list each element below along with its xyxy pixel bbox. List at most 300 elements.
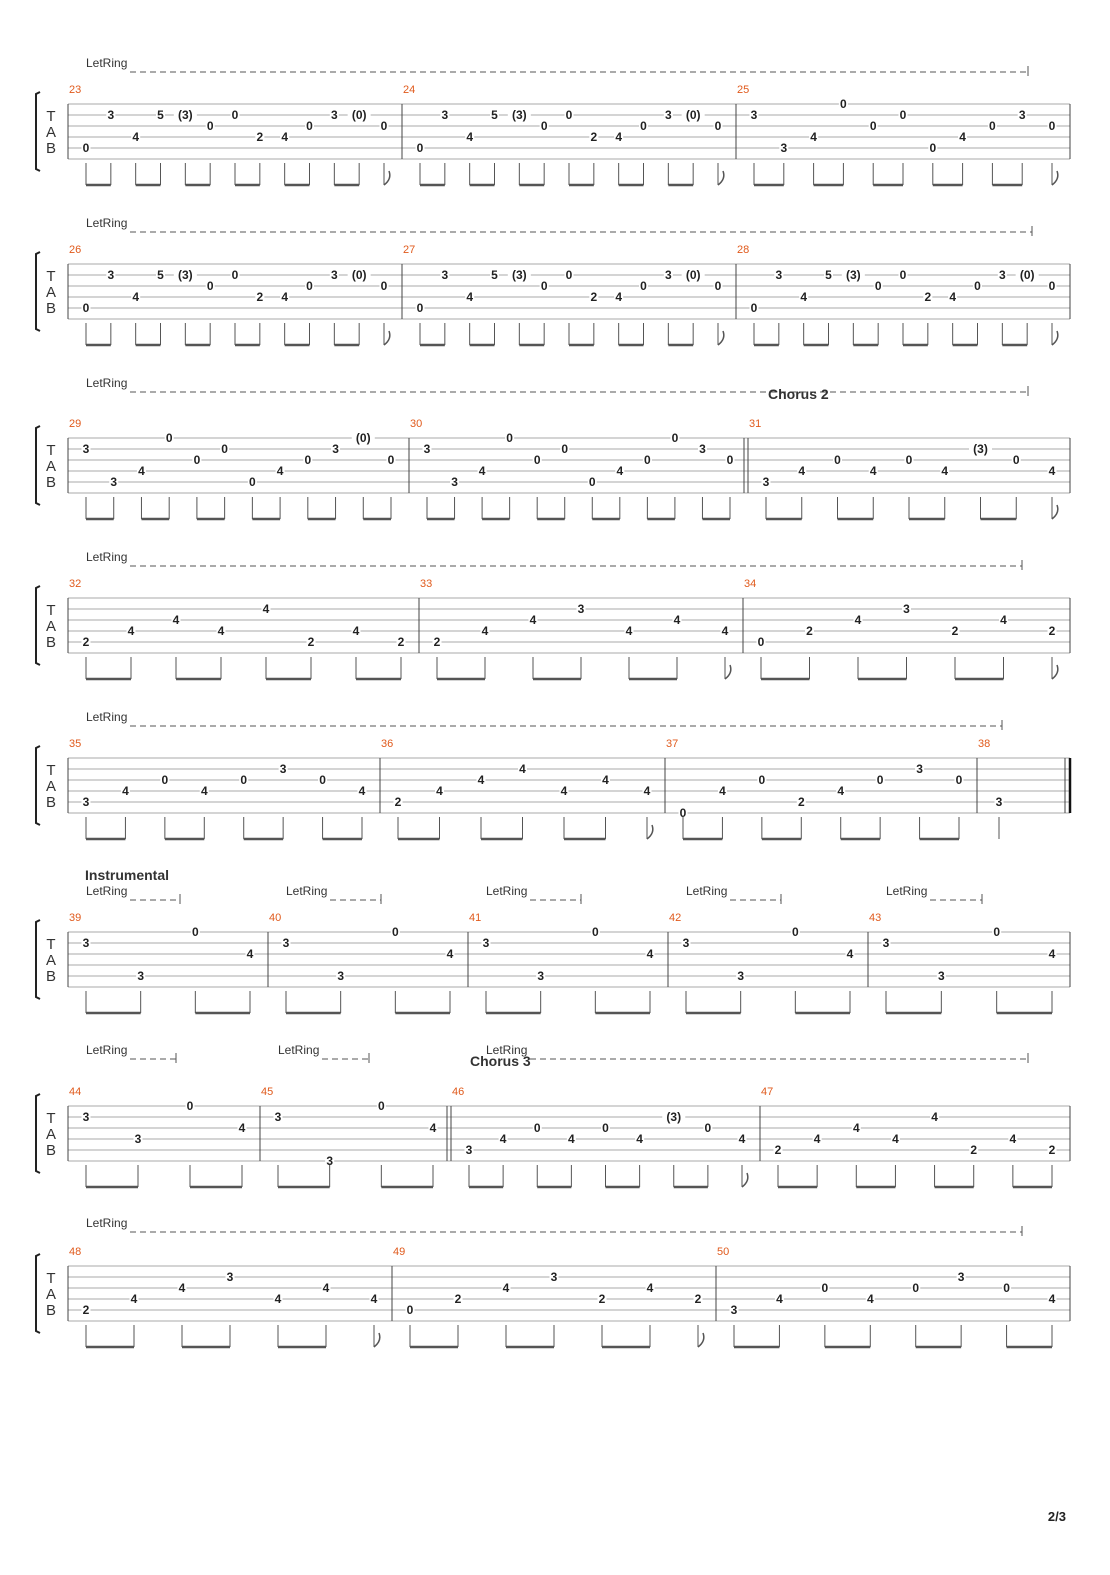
- fret-number: 0: [929, 141, 937, 155]
- fret-number: 3: [330, 268, 338, 282]
- fret-number: 4: [1048, 1292, 1056, 1306]
- fret-number: 0: [565, 268, 573, 282]
- fret-number: 0: [905, 453, 913, 467]
- fret-number: 0: [974, 279, 981, 293]
- note-flag: [718, 331, 724, 345]
- fret-number: 4: [673, 613, 681, 627]
- measure-number: 47: [761, 1086, 774, 1098]
- fret-number: (0): [355, 431, 371, 445]
- fret-number: 4: [616, 464, 624, 478]
- fret-number: 0: [834, 453, 841, 467]
- tab-clef-letter: A: [45, 618, 57, 635]
- let-ring-label: LetRing: [86, 710, 128, 724]
- fret-number: 3: [780, 141, 788, 155]
- note-flag: [698, 1333, 704, 1347]
- fret-number: 0: [757, 635, 765, 649]
- fret-number: 0: [1003, 1281, 1010, 1295]
- fret-number: 0: [679, 806, 687, 820]
- fret-number: 0: [193, 453, 201, 467]
- note-flag: [647, 825, 653, 839]
- fret-number: 4: [200, 784, 208, 798]
- fret-number: 4: [172, 613, 180, 627]
- measure-number: 44: [69, 1086, 82, 1098]
- fret-number: (3): [177, 108, 193, 122]
- measure-number: 26: [69, 244, 82, 256]
- fret-number: (3): [973, 442, 988, 456]
- fret-number: 0: [319, 773, 326, 787]
- staff-system: [36, 1043, 1070, 1187]
- fret-number: (0): [685, 108, 701, 122]
- fret-number: 4: [931, 1110, 938, 1124]
- fret-number: 0: [899, 268, 907, 282]
- tab-clef-letter: T: [46, 108, 56, 125]
- fret-number: 0: [955, 773, 963, 787]
- measure-number: 39: [69, 912, 82, 924]
- fret-number: 0: [387, 453, 395, 467]
- page-number: 2/3: [1047, 1509, 1066, 1524]
- fret-number: 2: [397, 635, 405, 649]
- tab-clef-letter: B: [45, 1142, 57, 1159]
- fret-number: 4: [499, 1132, 507, 1146]
- fret-number: 0: [406, 1303, 414, 1317]
- fret-number: 4: [776, 1292, 783, 1306]
- tab-clef-letter: B: [45, 1302, 57, 1319]
- fret-number: 4: [429, 1121, 437, 1135]
- fret-number: 0: [82, 301, 90, 315]
- fret-number: 0: [1048, 279, 1056, 293]
- measure-number: 38: [978, 738, 991, 750]
- fret-number: 4: [519, 762, 526, 776]
- fret-number: 0: [306, 119, 313, 133]
- fret-number: 4: [846, 947, 854, 961]
- fret-number: 0: [206, 119, 214, 133]
- fret-number: 2: [256, 290, 264, 304]
- fret-number: (3): [666, 1110, 682, 1124]
- fret-number: 3: [274, 1110, 282, 1124]
- fret-number: 0: [1012, 453, 1020, 467]
- fret-number: 4: [646, 1281, 654, 1295]
- fret-number: 4: [941, 464, 949, 478]
- fret-number: 0: [640, 279, 647, 293]
- fret-number: (0): [685, 268, 701, 282]
- fret-number: 4: [478, 464, 486, 478]
- fret-number: 0: [602, 1121, 609, 1135]
- fret-number: 4: [446, 947, 454, 961]
- fret-number: 4: [719, 784, 726, 798]
- fret-number: 4: [852, 1121, 860, 1135]
- fret-number: 3: [332, 442, 339, 456]
- fret-number: 4: [615, 130, 623, 144]
- fret-number: 3: [957, 1270, 965, 1284]
- section-label: Instrumental: [85, 867, 170, 883]
- staff-system: [36, 1216, 1070, 1347]
- note-flag: [1052, 171, 1058, 185]
- tab-clef-letter: T: [46, 442, 56, 459]
- fret-number: (3): [845, 268, 861, 282]
- fret-number: 3: [730, 1303, 738, 1317]
- fret-number: 4: [274, 1292, 282, 1306]
- note-flag: [718, 171, 724, 185]
- staff-system: [36, 884, 1070, 1013]
- measure-number: 37: [666, 738, 679, 750]
- measure-number: 34: [744, 578, 757, 590]
- fret-number: 3: [998, 268, 1006, 282]
- fret-number: (3): [511, 268, 527, 282]
- fret-number: 0: [993, 925, 1001, 939]
- tab-clef-letter: A: [45, 124, 57, 141]
- fret-number: 3: [682, 936, 690, 950]
- fret-number: 3: [279, 762, 287, 776]
- let-ring-label: LetRing: [86, 884, 128, 898]
- staff-system: [36, 550, 1070, 679]
- fret-number: 3: [537, 969, 545, 983]
- fret-number: 0: [186, 1099, 194, 1113]
- fret-number: 4: [502, 1281, 510, 1295]
- fret-number: (0): [1019, 268, 1035, 282]
- fret-number: 3: [337, 969, 345, 983]
- staff-system: [36, 216, 1070, 345]
- fret-number: 4: [800, 290, 808, 304]
- fret-number: 4: [529, 613, 537, 627]
- note-flag: [384, 171, 390, 185]
- fret-number: 4: [810, 130, 817, 144]
- note-flag: [1052, 505, 1058, 519]
- measure-number: 48: [69, 1246, 82, 1258]
- fret-number: 4: [1048, 464, 1056, 478]
- fret-number: 4: [949, 290, 957, 304]
- note-flag: [374, 1333, 380, 1347]
- fret-number: 3: [82, 442, 90, 456]
- fret-number: 0: [726, 453, 734, 467]
- fret-number: 0: [588, 475, 596, 489]
- fret-number: 3: [82, 936, 90, 950]
- fret-number: 3: [441, 268, 449, 282]
- fret-number: 0: [231, 108, 239, 122]
- fret-number: 0: [165, 431, 173, 445]
- fret-number: 0: [704, 1121, 712, 1135]
- tab-clef-letter: A: [45, 284, 57, 301]
- fret-number: (3): [511, 108, 527, 122]
- fret-number: 0: [714, 119, 722, 133]
- tab-clef-letter: B: [45, 634, 57, 651]
- fret-number: 3: [750, 108, 758, 122]
- fret-number: 0: [540, 279, 548, 293]
- fret-number: 2: [806, 624, 813, 638]
- fret-number: 4: [276, 464, 284, 478]
- fret-number: 0: [380, 279, 388, 293]
- fret-number: 0: [565, 108, 573, 122]
- fret-number: 0: [989, 119, 996, 133]
- fret-number: 0: [869, 119, 877, 133]
- section-label: Chorus 2: [768, 386, 829, 402]
- note-flag: [1052, 665, 1058, 679]
- fret-number: 0: [416, 301, 424, 315]
- fret-number: 0: [206, 279, 214, 293]
- fret-number: 0: [533, 1121, 541, 1135]
- fret-number: 4: [246, 947, 254, 961]
- fret-number: 0: [240, 773, 248, 787]
- fret-number: 4: [138, 464, 145, 478]
- fret-number: 4: [738, 1132, 746, 1146]
- fret-number: 2: [394, 795, 402, 809]
- fret-number: 3: [282, 936, 290, 950]
- fret-number: 0: [540, 119, 548, 133]
- fret-number: 2: [694, 1292, 702, 1306]
- fret-number: 4: [866, 1292, 874, 1306]
- fret-number: 0: [791, 925, 799, 939]
- fret-number: 3: [903, 602, 910, 616]
- measure-number: 46: [452, 1086, 465, 1098]
- fret-number: 0: [377, 1099, 385, 1113]
- measure-number: 28: [737, 244, 750, 256]
- system-bracket: [36, 746, 40, 825]
- measure-number: 30: [410, 418, 423, 430]
- fret-number: 3: [441, 108, 449, 122]
- fret-number: 0: [874, 279, 882, 293]
- fret-number: 3: [664, 268, 672, 282]
- fret-number: 0: [249, 475, 256, 489]
- fret-number: 4: [721, 624, 729, 638]
- system-bracket: [36, 252, 40, 331]
- fret-number: 4: [322, 1281, 330, 1295]
- fret-number: 3: [330, 108, 338, 122]
- let-ring-label: LetRing: [86, 376, 128, 390]
- measure-number: 36: [381, 738, 394, 750]
- fret-number: 5: [157, 108, 164, 122]
- note-flag: [1052, 331, 1058, 345]
- system-bracket: [36, 1094, 40, 1173]
- fret-number: 2: [951, 624, 959, 638]
- measure-number: 50: [717, 1246, 730, 1258]
- let-ring-label: LetRing: [486, 1043, 528, 1057]
- fret-number: 4: [636, 1132, 643, 1146]
- fret-number: 4: [477, 773, 485, 787]
- fret-number: 3: [664, 108, 672, 122]
- fret-number: 0: [221, 442, 228, 456]
- fret-number: 3: [82, 795, 90, 809]
- measure-number: 49: [393, 1246, 406, 1258]
- let-ring-label: LetRing: [278, 1043, 320, 1057]
- fret-number: 4: [1009, 1132, 1017, 1146]
- fret-number: 0: [533, 453, 541, 467]
- fret-number: 2: [433, 635, 441, 649]
- measure-number: 31: [749, 418, 762, 430]
- fret-number: 0: [416, 141, 424, 155]
- fret-number: 3: [107, 108, 115, 122]
- fret-number: 3: [995, 795, 1003, 809]
- fret-number: 3: [451, 475, 458, 489]
- fret-number: 3: [550, 1270, 558, 1284]
- fret-number: 4: [122, 784, 129, 798]
- fret-number: 4: [352, 624, 360, 638]
- measure-number: 43: [869, 912, 882, 924]
- fret-number: 4: [798, 464, 806, 478]
- fret-number: 4: [370, 1292, 378, 1306]
- fret-number: 0: [899, 108, 907, 122]
- let-ring-label: LetRing: [86, 1216, 128, 1230]
- let-ring-label: LetRing: [686, 884, 728, 898]
- measure-number: 45: [261, 1086, 274, 1098]
- fret-number: 2: [598, 1292, 606, 1306]
- tab-clef-letter: A: [45, 1126, 57, 1143]
- measure-number: 25: [737, 84, 750, 96]
- fret-number: 0: [191, 925, 199, 939]
- fret-number: 4: [481, 624, 489, 638]
- fret-number: (3): [177, 268, 193, 282]
- measure-number: 23: [69, 84, 82, 96]
- fret-number: 0: [306, 279, 313, 293]
- fret-number: 2: [924, 290, 932, 304]
- let-ring-label: LetRing: [86, 56, 128, 70]
- fret-number: 3: [577, 602, 585, 616]
- fret-number: 0: [840, 97, 847, 111]
- fret-number: 4: [217, 624, 225, 638]
- fret-number: 0: [640, 119, 647, 133]
- measure-number: 33: [420, 578, 433, 590]
- fret-number: 0: [876, 773, 884, 787]
- fret-number: 3: [762, 475, 770, 489]
- staff-system: [36, 56, 1070, 185]
- tab-clef-letter: T: [46, 762, 56, 779]
- fret-number: 4: [646, 947, 654, 961]
- tab-clef-letter: B: [45, 300, 57, 317]
- fret-number: 0: [1048, 119, 1056, 133]
- fret-number: 4: [132, 130, 140, 144]
- tab-clef-letter: A: [45, 952, 57, 969]
- fret-number: 0: [506, 431, 513, 445]
- fret-number: 5: [825, 268, 832, 282]
- fret-number: 3: [134, 1132, 142, 1146]
- fret-number: 3: [137, 969, 145, 983]
- fret-number: 4: [602, 773, 609, 787]
- fret-number: 2: [1048, 1143, 1056, 1157]
- note-flag: [742, 1173, 748, 1187]
- fret-number: 4: [560, 784, 568, 798]
- tab-clef-letter: B: [45, 474, 57, 491]
- fret-number: 2: [82, 1303, 90, 1317]
- fret-number: 4: [466, 130, 474, 144]
- fret-number: 4: [281, 130, 289, 144]
- tab-clef-letter: T: [46, 268, 56, 285]
- let-ring-label: LetRing: [86, 1043, 128, 1057]
- fret-number: 0: [391, 925, 399, 939]
- system-bracket: [36, 920, 40, 999]
- fret-number: 4: [178, 1281, 186, 1295]
- fret-number: 2: [774, 1143, 782, 1157]
- fret-number: 4: [358, 784, 366, 798]
- fret-number: 0: [912, 1281, 920, 1295]
- fret-number: 0: [671, 431, 679, 445]
- fret-number: 5: [491, 108, 498, 122]
- system-bracket: [36, 426, 40, 505]
- fret-number: (0): [351, 108, 367, 122]
- fret-number: 4: [854, 613, 862, 627]
- measure-number: 27: [403, 244, 416, 256]
- fret-number: 3: [326, 1154, 334, 1168]
- fret-number: 2: [590, 290, 598, 304]
- fret-number: 4: [959, 130, 966, 144]
- fret-number: 2: [307, 635, 315, 649]
- fret-number: 3: [82, 1110, 90, 1124]
- fret-number: 0: [161, 773, 169, 787]
- fret-number: 2: [970, 1143, 978, 1157]
- fret-number: 3: [226, 1270, 234, 1284]
- fret-number: 0: [231, 268, 239, 282]
- let-ring-label: LetRing: [86, 550, 128, 564]
- measure-number: 32: [69, 578, 82, 590]
- fret-number: 4: [466, 290, 474, 304]
- fret-number: 0: [561, 442, 569, 456]
- tab-clef-letter: T: [46, 936, 56, 953]
- fret-number: 4: [643, 784, 651, 798]
- tab-clef-letter: B: [45, 968, 57, 985]
- fret-number: 0: [758, 773, 766, 787]
- tab-clef-letter: T: [46, 1110, 56, 1127]
- system-bracket: [36, 586, 40, 665]
- fret-number: 4: [837, 784, 845, 798]
- tab-clef-letter: T: [46, 602, 56, 619]
- fret-number: 4: [1000, 613, 1007, 627]
- fret-number: 4: [130, 1292, 138, 1306]
- fret-number: 4: [436, 784, 443, 798]
- tab-clef-letter: A: [45, 778, 57, 795]
- fret-number: 3: [1018, 108, 1026, 122]
- section-label: Chorus 3: [470, 1053, 531, 1069]
- fret-number: 4: [1048, 947, 1056, 961]
- fret-number: 0: [380, 119, 388, 133]
- measure-number: 29: [69, 418, 82, 430]
- let-ring-label: LetRing: [486, 884, 528, 898]
- fret-number: 2: [454, 1292, 462, 1306]
- let-ring-label: LetRing: [286, 884, 328, 898]
- measure-number: 24: [403, 84, 416, 96]
- fret-number: 4: [813, 1132, 821, 1146]
- system-bracket: [36, 92, 40, 171]
- fret-number: 2: [256, 130, 264, 144]
- system-bracket: [36, 1254, 40, 1333]
- fret-number: 5: [491, 268, 498, 282]
- tab-clef-letter: B: [45, 794, 57, 811]
- fret-number: 2: [1048, 624, 1056, 638]
- fret-number: 4: [238, 1121, 246, 1135]
- fret-number: 0: [714, 279, 722, 293]
- tab-clef-letter: T: [46, 1270, 56, 1287]
- fret-number: 3: [937, 969, 945, 983]
- fret-number: 0: [304, 453, 312, 467]
- fret-number: 3: [737, 969, 745, 983]
- tab-clef-letter: A: [45, 458, 57, 475]
- fret-number: 0: [644, 453, 651, 467]
- fret-number: 2: [82, 635, 90, 649]
- staff-system: [36, 376, 1070, 519]
- fret-number: 0: [82, 141, 90, 155]
- fret-number: 0: [821, 1281, 829, 1295]
- fret-number: 3: [423, 442, 431, 456]
- fret-number: 4: [132, 290, 140, 304]
- fret-number: 5: [157, 268, 164, 282]
- fret-number: 4: [615, 290, 623, 304]
- fret-number: 3: [699, 442, 706, 456]
- let-ring-label: LetRing: [886, 884, 928, 898]
- fret-number: 3: [465, 1143, 473, 1157]
- fret-number: (0): [351, 268, 367, 282]
- fret-number: 3: [775, 268, 783, 282]
- measure-number: 35: [69, 738, 82, 750]
- fret-number: 4: [568, 1132, 575, 1146]
- fret-number: 3: [110, 475, 118, 489]
- fret-number: 4: [127, 624, 135, 638]
- note-flag: [384, 331, 390, 345]
